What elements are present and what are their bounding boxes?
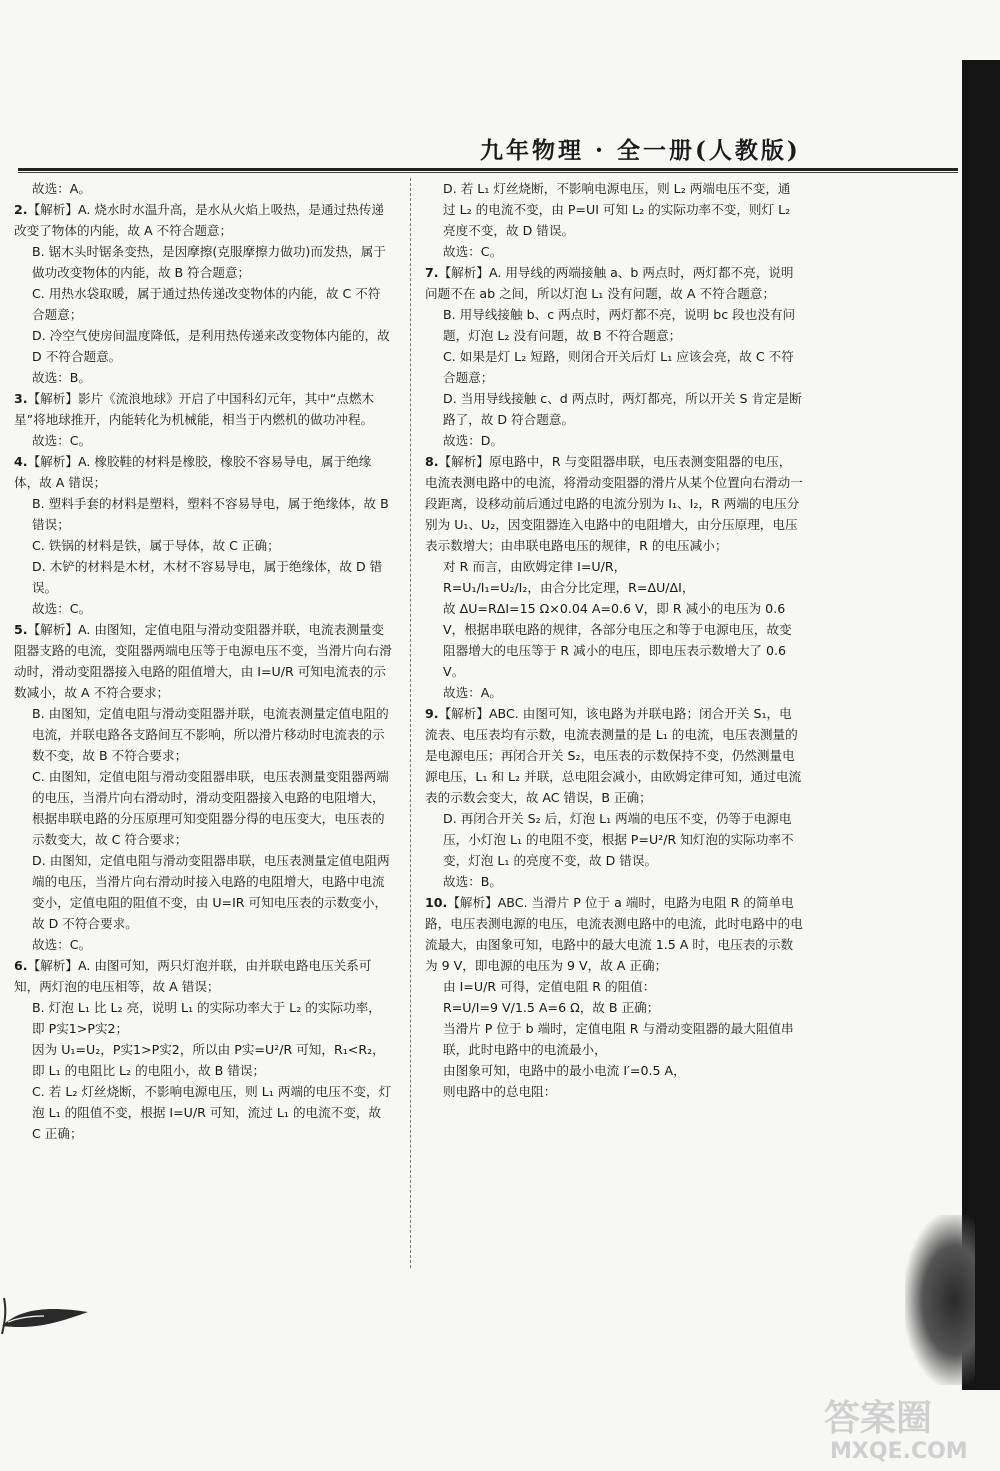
paragraph-text: 因为 U₁=U₂，P实1>P实2，所以由 P实=U²/R 可知，R₁<R₂，即 L₁ 的电阻比 L₂ 的电阻小，故 B 错误； [32,1042,385,1078]
paragraph-text: 故选：B。 [32,370,92,385]
paragraph-text: D. 由图知，定值电阻与滑动变阻器串联，电压表测量定值电阻两端的电压，当滑片向右滑动时接入电路的电阻增大，电路中电流变小，定值电阻的阻值不变，由 U=IR 可知电压表的示数变小，故 D 不符合要求。 [32,853,390,931]
paragraph [425,262,803,304]
paragraph-text: R=U/I=9 V/1.5 A=6 Ω，故 B 正确； [443,1000,660,1015]
paragraph-text: 由 I=U/R 可得，定值电阻 R 的阻值： [443,979,656,994]
paragraph-text: 【解析】A. 用导线的两端接触 a、b 两点时，两灯都不亮，说明问题不在 ab 之间，所以灯泡 L₁ 没有问题，故 A 不符合题意； [425,265,794,301]
paragraph-text: C. 铁锅的材料是铁，属于导体，故 C 正确； [32,538,280,553]
paragraph [14,241,392,283]
paragraph [425,304,803,346]
paragraph-text: 【解析】A. 由图可知，两只灯泡并联，由并联电路电压关系可知，两灯泡的电压相等，故 A 错误； [14,958,372,994]
paragraph-text: 故选：D。 [443,433,504,448]
paragraph [425,892,803,976]
question-number: 8. [425,454,439,469]
left-column [14,178,392,1144]
scan-edge-shadow [962,60,1000,1390]
paragraph-text: B. 塑料手套的材料是塑料，塑料不容易导电，属于绝缘体，故 B 错误； [32,496,389,532]
question-number: 7. [425,265,439,280]
paragraph [14,1039,392,1081]
paragraph [14,178,392,199]
paragraph [425,682,803,703]
paragraph-text: C. 由图知，定值电阻与滑动变阻器串联，电压表测量变阻器两端的电压，当滑片向右滑动时，滑动变阻器接入电路的电阻增大，根据串联电路的分压原理可知变阻器分得的电压变大，电压表的示数变大，故 C 符合要求； [32,769,389,847]
leaf-decoration-icon [0,1278,90,1338]
paragraph-text: 故选：A。 [443,685,502,700]
paragraph-text: C. 如果是灯 L₂ 短路，则闭合开关后灯 L₁ 应该会亮，故 C 不符合题意； [443,349,794,385]
paragraph-text: 【解析】ABC. 当滑片 P 位于 a 端时，电路为电阻 R 的简单电路，电压表测电源的电压，电流表测电路中的电流，此时电路中的电流最大，由图象可知，电路中的最大电流 1.5 A 时，电压表的示数为 9 V，即电源的电压为 9 V，故 A 正确； [425,895,803,973]
column-divider [410,178,411,1268]
paragraph-text: D. 若 L₁ 灯丝烧断，不影响电源电压，则 L₂ 两端电压不变，通过 L₂ 的电流不变，由 P=UI 可知 L₂ 的实际功率不变，则灯 L₂ 亮度不变，故 D 错误。 [443,181,791,238]
paragraph [425,178,803,241]
question-number: 4. [14,454,28,469]
paragraph-text: C. 用热水袋取暖，属于通过热传递改变物体的内能，故 C 不符合题意； [32,286,381,322]
paragraph [14,1081,392,1144]
paragraph-text: D. 木铲的材料是木材，木材不容易导电，属于绝缘体，故 D 错误。 [32,559,383,595]
paragraph [14,955,392,997]
paragraph-text: B. 灯泡 L₁ 比 L₂ 亮，说明 L₁ 的实际功率大于 L₂ 的实际功率，即 P实1>P实2； [32,1000,381,1036]
paragraph-text: 【解析】A. 烧水时水温升高，是水从火焰上吸热，是通过热传递改变了物体的内能，故 A 不符合题意； [14,202,384,238]
paragraph [425,241,803,262]
paragraph [14,598,392,619]
watermark-main-text: 答案圈 [824,1398,933,1439]
paragraph [14,997,392,1039]
paragraph [14,535,392,556]
paragraph [14,934,392,955]
paragraph-text: 故选：A。 [32,181,91,196]
paragraph-text: 【解析】原电路中，R 与变阻器串联，电压表测变阻器的电压，电流表测电路中的电流，将滑动变阻器的滑片从某个位置向右滑动一段距离，设移动前后通过电路的电流分别为 I₁、I₂，R 两端的电压分别为 U₁、U₂，因变阻器连入电路中的电阻增大，由分压原理，电压表示数增大；由串联电路电压的规律，R 的电压减小； [425,454,803,553]
page-header-title: 九年物理 · 全一册(人教版) [480,137,801,164]
paragraph-text: C. 若 L₂ 灯丝烧断，不影响电源电压，则 L₁ 两端的电压不变，灯泡 L₁ 的阻值不变，根据 I=U/R 可知，流过 L₁ 的电流不变，故 C 正确； [32,1084,392,1141]
watermark-url-text: MXQE.COM [830,1439,968,1463]
question-number: 3. [14,391,28,406]
paragraph [425,997,803,1018]
paragraph [425,388,803,430]
paragraph [14,367,392,388]
paragraph-text: D. 再闭合开关 S₂ 后，灯泡 L₁ 两端的电压不变，仍等于电源电压，小灯泡 L₁ 的电阻不变，根据 P=U²/R 知灯泡的实际功率不变，灯泡 L₁ 的亮度不变，故 D 错误。 [443,811,794,868]
paragraph-text: 故选：C。 [32,937,92,952]
paragraph [14,430,392,451]
paragraph [425,703,803,808]
paragraph [14,493,392,535]
paragraph [14,850,392,934]
paragraph [425,1060,803,1081]
paragraph [425,598,803,682]
paragraph-text: 当滑片 P 位于 b 端时，定值电阻 R 与滑动变阻器的最大阻值串联，此时电路中的电流最小， [443,1021,794,1057]
paragraph [425,577,803,598]
question-number: 9. [425,706,439,721]
header-rule-thin [18,172,958,173]
paragraph-text: 故选：B。 [443,874,503,889]
paragraph [425,556,803,577]
paragraph [425,451,803,556]
paragraph [425,1018,803,1060]
paragraph-text: 故选：C。 [32,601,92,616]
question-number: 10. [425,895,448,910]
paragraph-text: 【解析】ABC. 由图可知，该电路为并联电路；闭合开关 S₁，电流表、电压表均有示数，电流表测量的是 L₁ 的电流，电压表测量的是电源电压；再闭合开关 S₂，电压表的示数保持不变，仍然测量电源电压，L₁ 和 L₂ 并联，总电阻会减小，由欧姆定律可知，通过电流表的示数会变大，故 AC 错误，B 正确； [425,706,802,805]
paragraph [14,766,392,850]
paragraph [14,556,392,598]
paragraph-text: 故选：C。 [443,244,503,259]
paragraph [14,325,392,367]
paragraph [425,808,803,871]
paragraph [425,976,803,997]
paragraph-text: 故选：C。 [32,433,92,448]
paragraph-text: R=U₁/I₁=U₂/I₂，由合分比定理，R=ΔU/ΔI， [443,580,695,595]
paragraph [425,1081,803,1102]
paragraph-text: 【解析】A. 橡胶鞋的材料是橡胶，橡胶不容易导电，属于绝缘体，故 A 错误； [14,454,372,490]
watermark-logo [820,1388,990,1463]
paragraph-text: 则电路中的总电阻： [443,1084,557,1099]
paragraph [425,430,803,451]
paragraph-text: 【解析】影片《流浪地球》开启了中国科幻元年，其中“点燃木星”将地球推开，内能转化为机械能，相当于内燃机的做功冲程。 [14,391,375,427]
paragraph-text: 【解析】A. 由图知，定值电阻与滑动变阻器并联，电流表测量变阻器支路的电流，变阻器两端电压等于电源电压不变，当滑片向右滑动时，滑动变阻器接入电路的阻值增大，由 I=U/R 可知电流表的示数减小，故 A 不符合要求； [14,622,392,700]
paragraph [14,388,392,430]
question-number: 2. [14,202,28,217]
paragraph-text: 对 R 而言，由欧姆定律 I=U/R， [443,559,627,574]
paragraph [14,451,392,493]
scan-stain [905,1215,975,1385]
paragraph [14,199,392,241]
paragraph-text: B. 由图知，定值电阻与滑动变阻器并联，电流表测量定值电阻的电流，并联电路各支路间互不影响，所以滑片移动时电流表的示数不变，故 B 不符合要求； [32,706,389,763]
paragraph [425,871,803,892]
paragraph [14,283,392,325]
paragraph-text: 故 ΔU=RΔI=15 Ω×0.04 A=0.6 V，即 R 减小的电压为 0.6 V，根据串联电路的规律，各部分电压之和等于电源电压，故变阻器增大的电压等于 R 减小的电压，即电压表示数增大了 0.6 V。 [443,601,792,679]
question-number: 6. [14,958,28,973]
paragraph-text: D. 冷空气使房间温度降低，是利用热传递来改变物体内能的，故 D 不符合题意。 [32,328,390,364]
paragraph-text: 由图象可知，电路中的最小电流 I′=0.5 A， [443,1063,686,1078]
question-number: 5. [14,622,28,637]
paragraph [14,703,392,766]
right-column [425,178,803,1102]
paragraph-text: B. 用导线接触 b、c 两点时，两灯都不亮，说明 bc 段也没有问题，灯泡 L₂ 没有问题，故 B 不符合题意； [443,307,796,343]
paragraph-text: B. 锯木头时锯条变热，是因摩擦(克服摩擦力做功)而发热，属于做功改变物体的内能，故 B 符合题意； [32,244,386,280]
paragraph [14,619,392,703]
paragraph [425,346,803,388]
header-rule [18,168,958,171]
paragraph-text: D. 当用导线接触 c、d 两点时，两灯都亮，所以开关 S 肯定是断路了，故 D 符合题意。 [443,391,802,427]
